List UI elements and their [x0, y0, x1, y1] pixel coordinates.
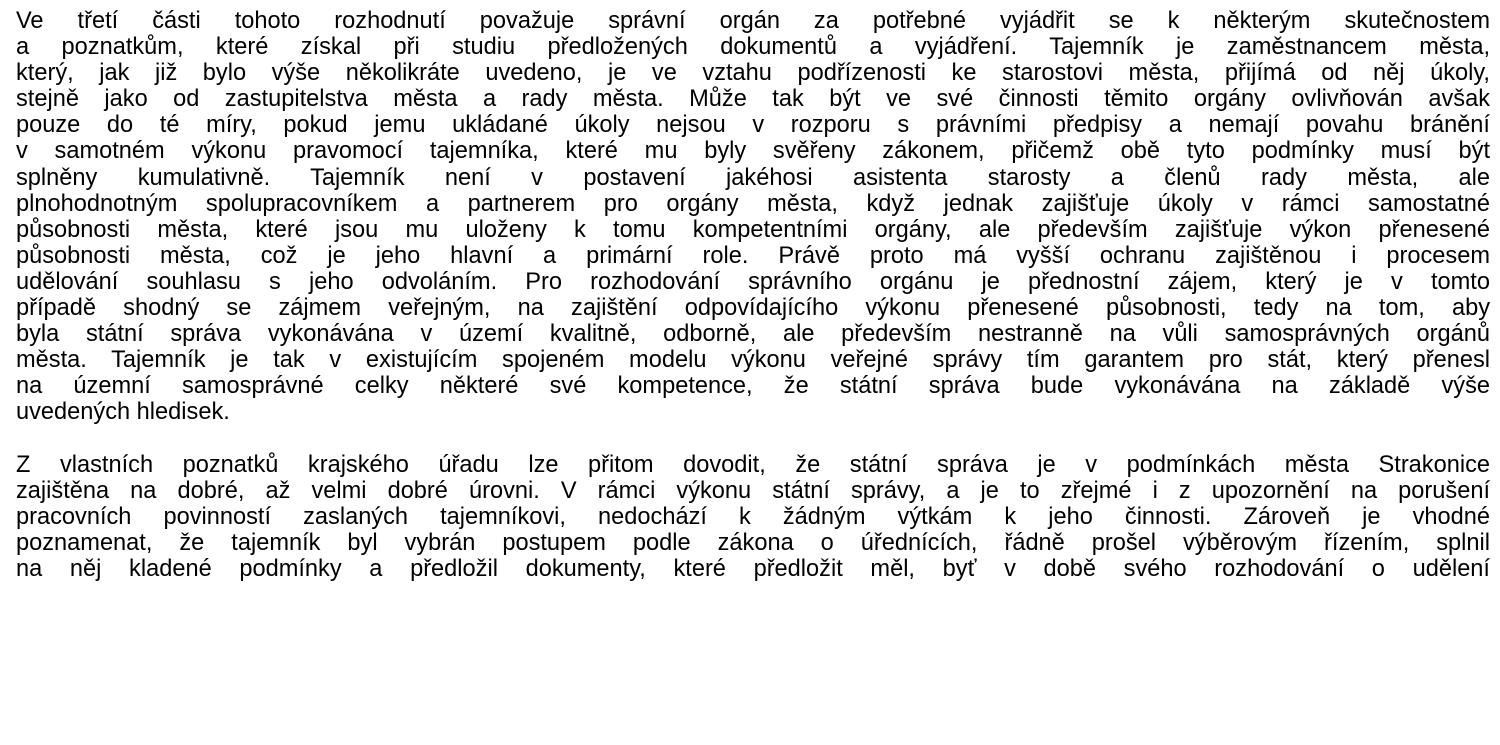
paragraph-2	[16, 452, 1490, 582]
text-line: případě shodný se zájmem veřejným, na zajištění odpovídajícího výkonu přenesené působnosti, tedy na tom, aby	[16, 295, 1490, 322]
text-line: pouze do té míry, pokud jemu ukládané úkoly nejsou v rozporu s právními předpisy a nemají povahu bránění	[16, 112, 1490, 139]
text-line: udělování souhlasu s jeho odvoláním. Pro rozhodování správního orgánu je přednostní zájem, který je v tomto	[16, 268, 1490, 295]
text-line: na územní samosprávné celky některé své kompetence, že státní správa bude vykonávána na základě výše	[16, 373, 1490, 400]
text-line: plnohodnotným spolupracovníkem a partnerem pro orgány města, když jednak zajišťuje úkoly v rámci samostatné	[16, 190, 1490, 217]
text-line: a poznatkům, které získal při studiu předložených dokumentů a vyjádření. Tajemník je zaměstnancem města,	[16, 34, 1490, 61]
text-line: byla státní správa vykonávána v území kvalitně, odborně, ale především nestranně na vůli samosprávných orgánů	[16, 321, 1490, 348]
text-line: stejně jako od zastupitelstva města a rady města. Může tak být ve své činnosti těmito orgány ovlivňován avšak	[16, 86, 1490, 113]
text-line: města. Tajemník je tak v existujícím spojeném modelu výkonu veřejné správy tím garantem pro stát, který přenesl	[16, 347, 1490, 374]
text-line: působnosti města, které jsou mu uloženy k tomu kompetentními orgány, ale především zajišťuje výkon přenesené	[16, 216, 1490, 243]
text-line: zajištěna na dobré, až velmi dobré úrovni. V rámci výkonu státní správy, a je to zřejmé i z upozornění na porušení	[16, 477, 1490, 504]
text-line: Z vlastních poznatků krajského úřadu lze přitom dovodit, že státní správa je v podmínkách města Strakonice	[16, 451, 1490, 478]
document-page	[16, 8, 1490, 582]
text-line: pracovních povinností zaslaných tajemníkovi, nedochází k žádným výtkám k jeho činnosti. Zároveň je vhodné	[16, 503, 1490, 530]
text-line: uvedených hledisek.	[16, 399, 230, 426]
text-line: působnosti města, což je jeho hlavní a primární role. Právě proto má vyšší ochranu zajištěnou i procesem	[16, 242, 1490, 269]
text-line: v samotném výkonu pravomocí tajemníka, které mu byly svěřeny zákonem, přičemž obě tyto podmínky musí být	[16, 138, 1490, 165]
text-line: Ve třetí části tohoto rozhodnutí považuje správní orgán za potřebné vyjádřit se k některým skutečnostem	[16, 8, 1490, 34]
text-line: který, jak již bylo výše několikráte uvedeno, je ve vztahu podřízenosti ke starostovi města, přijímá od něj úkoly,	[16, 60, 1490, 87]
text-line: poznamenat, že tajemník byl vybrán postupem podle zákona o úřednících, řádně prošel výběrovým řízením, splnil	[16, 529, 1490, 556]
text-line: splněny kumulativně. Tajemník není v postavení jakéhosi asistenta starosty a členů rady města, ale	[16, 164, 1490, 191]
paragraph-1	[16, 8, 1490, 426]
text-line: na něj kladené podmínky a předložil dokumenty, které předložit měl, byť v době svého rozhodování o udělení	[16, 555, 1490, 582]
